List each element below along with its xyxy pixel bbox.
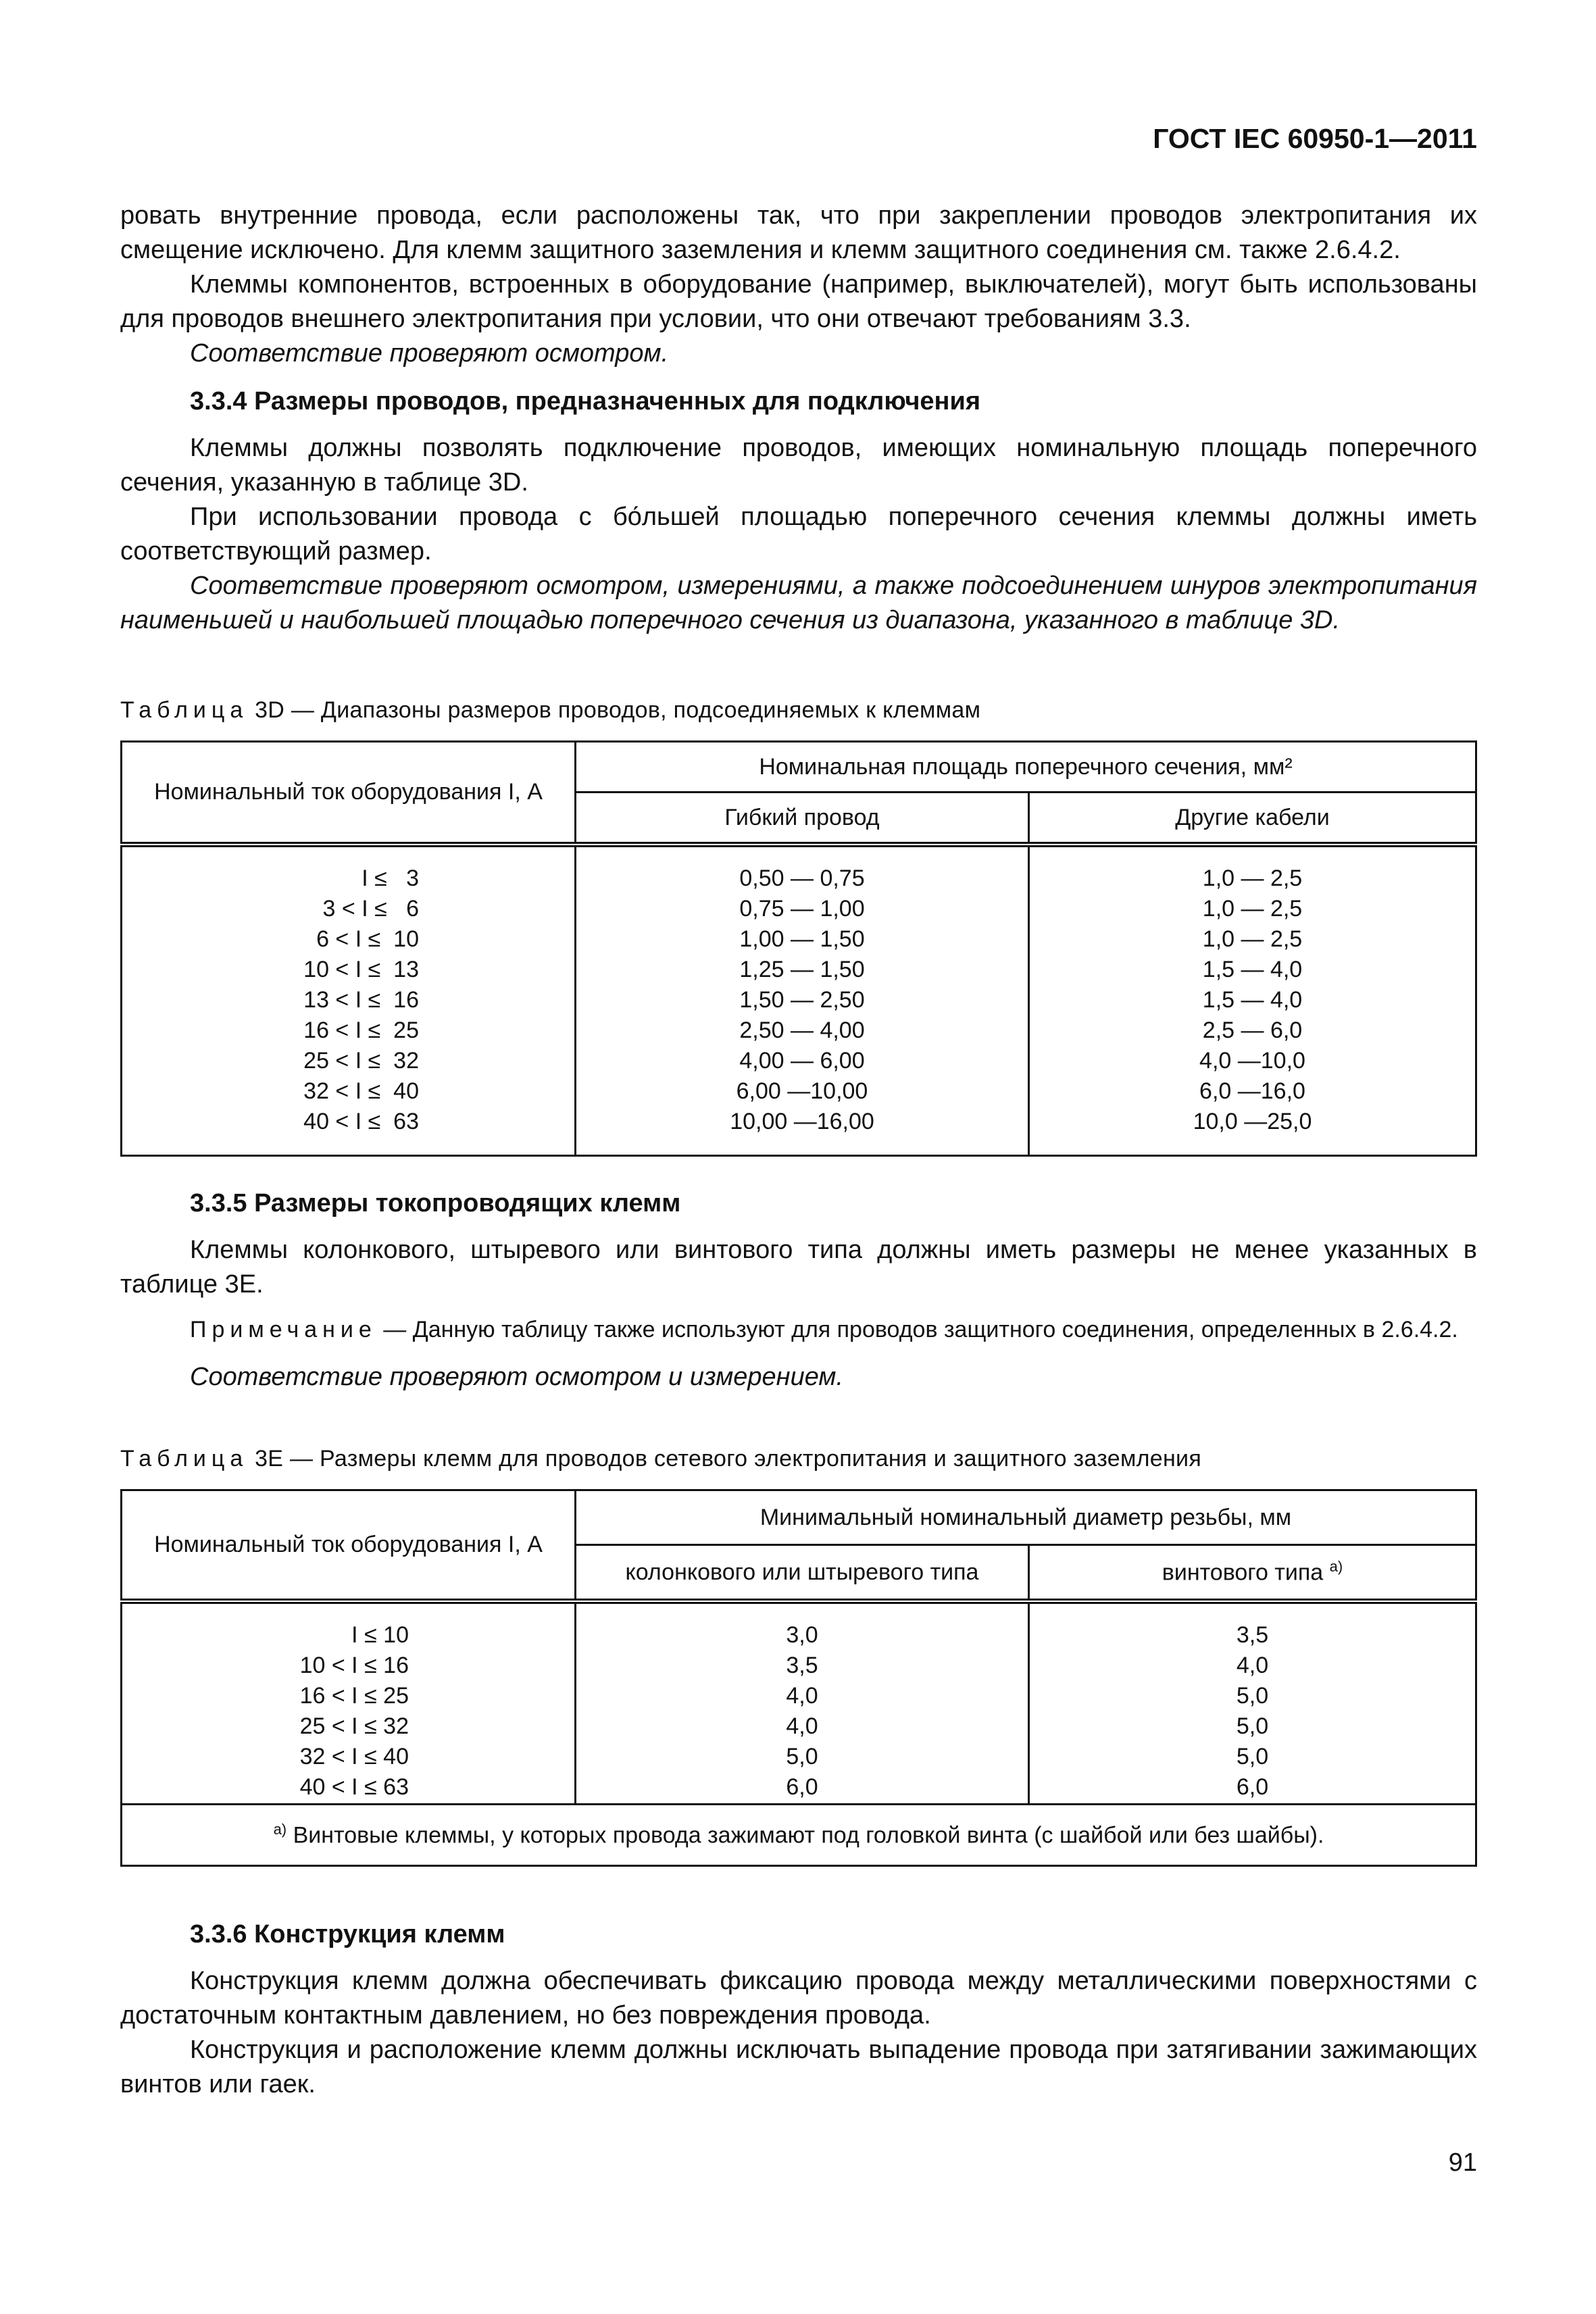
table-cell: 3,0 bbox=[786, 1622, 818, 1648]
table-cell: 1,5 — 4,0 bbox=[1202, 957, 1303, 982]
table-cell: 32 < I ≤ 40 bbox=[299, 1744, 409, 1769]
table-cell: 16 < I ≤ 25 bbox=[303, 1017, 419, 1043]
table-column-pillar bbox=[576, 1601, 1029, 1805]
table-cell: 1,0 — 2,5 bbox=[1202, 865, 1303, 891]
table-cell: 2,50 — 4,00 bbox=[739, 1017, 865, 1043]
table-cell: 2,5 — 6,0 bbox=[1202, 1017, 1303, 1043]
table-cell: 4,00 — 6,00 bbox=[739, 1048, 865, 1074]
table-cell: 40 < I ≤ 63 bbox=[299, 1774, 409, 1800]
table-column-other bbox=[1029, 845, 1476, 1156]
section-heading-3-3-5: 3.3.5 Размеры токопроводящих клемм bbox=[190, 1189, 681, 1217]
table-cell: 6,0 bbox=[786, 1774, 818, 1800]
table-cell: 25 < I ≤ 32 bbox=[299, 1713, 409, 1739]
table-cell: 10,0 —25,0 bbox=[1193, 1109, 1312, 1134]
compliance-note: Соответствие проверяют осмотром, измерениями, а также подсоединением шнуров электропитания наименьшей и наибольшей площадью поперечного сечения из диапазона, указанного в таблице 3D. bbox=[120, 572, 1477, 634]
table-3e-caption: Таблица 3E — Размеры клемм для проводов сетевого электропитания и защитного заземления bbox=[120, 1446, 1202, 1472]
paragraph: Клеммы колонкового, штыревого или винтового типа должны иметь размеры не менее указанных в таблице 3E. bbox=[120, 1236, 1477, 1299]
table-cell: 32 < I ≤ 40 bbox=[303, 1078, 419, 1104]
section-3-3-6 bbox=[120, 1904, 1477, 2102]
table-cell: 40 < I ≤ 63 bbox=[303, 1109, 419, 1134]
table-group-header: Номинальная площадь поперечного сечения, мм² bbox=[576, 742, 1476, 793]
paragraph: Клеммы компонентов, встроенных в оборудование (например, выключателей), могут быть использованы для проводов внешнего электропитания при условии, что они отвечают требованиям 3.3. bbox=[120, 270, 1477, 333]
table-cell: 4,0 bbox=[1236, 1653, 1269, 1678]
table-cell: I ≤ 3 bbox=[361, 865, 419, 891]
table-cell: 16 < I ≤ 25 bbox=[299, 1683, 409, 1709]
table-cell: 6,0 —16,0 bbox=[1199, 1078, 1305, 1104]
table-cell: 3 < I ≤ 6 bbox=[322, 896, 419, 922]
section-heading-3-3-6: 3.3.6 Конструкция клемм bbox=[190, 1920, 505, 1948]
table-cell: 5,0 bbox=[1236, 1713, 1269, 1739]
note: Примечание — Данную таблицу также используют для проводов защитного соединения, определенных в 2.6.4.2. bbox=[190, 1317, 1458, 1342]
section-heading-3-3-4: 3.3.4 Размеры проводов, предназначенных для подключения bbox=[190, 387, 981, 416]
table-cell: 10,00 —16,00 bbox=[730, 1109, 874, 1134]
table-cell: 0,50 — 0,75 bbox=[739, 865, 865, 891]
table-cell: 3,5 bbox=[1236, 1622, 1269, 1648]
table-cell: 4,0 bbox=[786, 1713, 818, 1739]
table-cell: 0,75 — 1,00 bbox=[739, 896, 865, 922]
table-cell: I ≤ 10 bbox=[351, 1622, 409, 1648]
table-3d-caption: Таблица 3D — Диапазоны размеров проводов, подсоединяемых к клеммам bbox=[120, 697, 981, 723]
table-cell: 1,5 — 4,0 bbox=[1202, 987, 1303, 1013]
table-header-flexible: Гибкий провод bbox=[576, 793, 1029, 845]
table-cell: 3,5 bbox=[786, 1653, 818, 1678]
paragraph: Конструкция клемм должна обеспечивать фиксацию провода между металлическими поверхностями с достаточным контактным давлением, но без повреждения провода. bbox=[120, 1967, 1477, 2030]
compliance-note: Соответствие проверяют осмотром. bbox=[190, 339, 669, 368]
table-cell: 25 < I ≤ 32 bbox=[303, 1048, 419, 1074]
table-cell: 1,25 — 1,50 bbox=[739, 957, 865, 982]
table-cell: 1,0 — 2,5 bbox=[1202, 926, 1303, 952]
table-cell: 1,50 — 2,50 bbox=[739, 987, 865, 1013]
paragraph: Клеммы должны позволять подключение проводов, имеющих номинальную площадь поперечного сечения, указанную в таблице 3D. bbox=[120, 434, 1477, 497]
table-header-other-cables: Другие кабели bbox=[1029, 793, 1476, 845]
paragraph: ровать внутренние провода, если расположены так, что при закреплении проводов электропитания их смещение исключено. Для клемм защитного заземления и клемм защитного соединения см. также 2.6.4.2. bbox=[120, 201, 1477, 264]
table-cell: 5,0 bbox=[1236, 1744, 1269, 1769]
table-3d bbox=[120, 740, 1477, 1157]
compliance-note: Соответствие проверяют осмотром и измерением. bbox=[190, 1363, 844, 1391]
table-cell: 4,0 —10,0 bbox=[1199, 1048, 1305, 1074]
table-column-current-ranges bbox=[122, 845, 576, 1156]
table-cell: 6 < I ≤ 10 bbox=[316, 926, 419, 952]
document-header: ГОСТ IEC 60950-1—2011 bbox=[1153, 123, 1477, 154]
table-header-current: Номинальный ток оборудования I, А bbox=[122, 1490, 576, 1602]
table-column-flexible bbox=[576, 845, 1029, 1156]
table-cell: 5,0 bbox=[786, 1744, 818, 1769]
table-cell: 4,0 bbox=[786, 1683, 818, 1709]
table-cell: 10 < I ≤ 13 bbox=[303, 957, 419, 982]
table-header-current: Номинальный ток оборудования I, А bbox=[122, 742, 576, 845]
table-cell: 1,00 — 1,50 bbox=[739, 926, 865, 952]
intro-block bbox=[120, 199, 1477, 638]
table-cell: 5,0 bbox=[1236, 1683, 1269, 1709]
paragraph: При использовании провода с бо́льшей площадью поперечного сечения клеммы должны иметь соответствующий размер. bbox=[120, 503, 1477, 565]
table-footnote: $^{a)}$ Винтовые клеммы, у которых провода зажимают под головкой винта (с шайбой или без шайбы). bbox=[122, 1805, 1476, 1866]
table-header-pillar: колонкового или штыревого типа bbox=[576, 1545, 1029, 1602]
page-number: 91 bbox=[1448, 2148, 1477, 2177]
table-cell: 6,0 bbox=[1236, 1774, 1269, 1800]
table-group-header: Минимальный номинальный диаметр резьбы, мм bbox=[576, 1490, 1476, 1545]
table-column-screw bbox=[1029, 1601, 1476, 1805]
table-cell: 13 < I ≤ 16 bbox=[303, 987, 419, 1013]
table-cell: 6,00 —10,00 bbox=[736, 1078, 868, 1104]
paragraph: Конструкция и расположение клемм должны исключать выпадение провода при затягивании зажимающих винтов или гаек. bbox=[120, 2036, 1477, 2098]
table-column-current-ranges bbox=[122, 1601, 576, 1805]
section-3-3-5 bbox=[120, 1173, 1477, 1394]
table-3e bbox=[120, 1489, 1477, 1867]
table-header-screw: винтового типа $^{a)}$ bbox=[1029, 1545, 1476, 1602]
table-cell: 10 < I ≤ 16 bbox=[299, 1653, 409, 1678]
table-cell: 1,0 — 2,5 bbox=[1202, 896, 1303, 922]
